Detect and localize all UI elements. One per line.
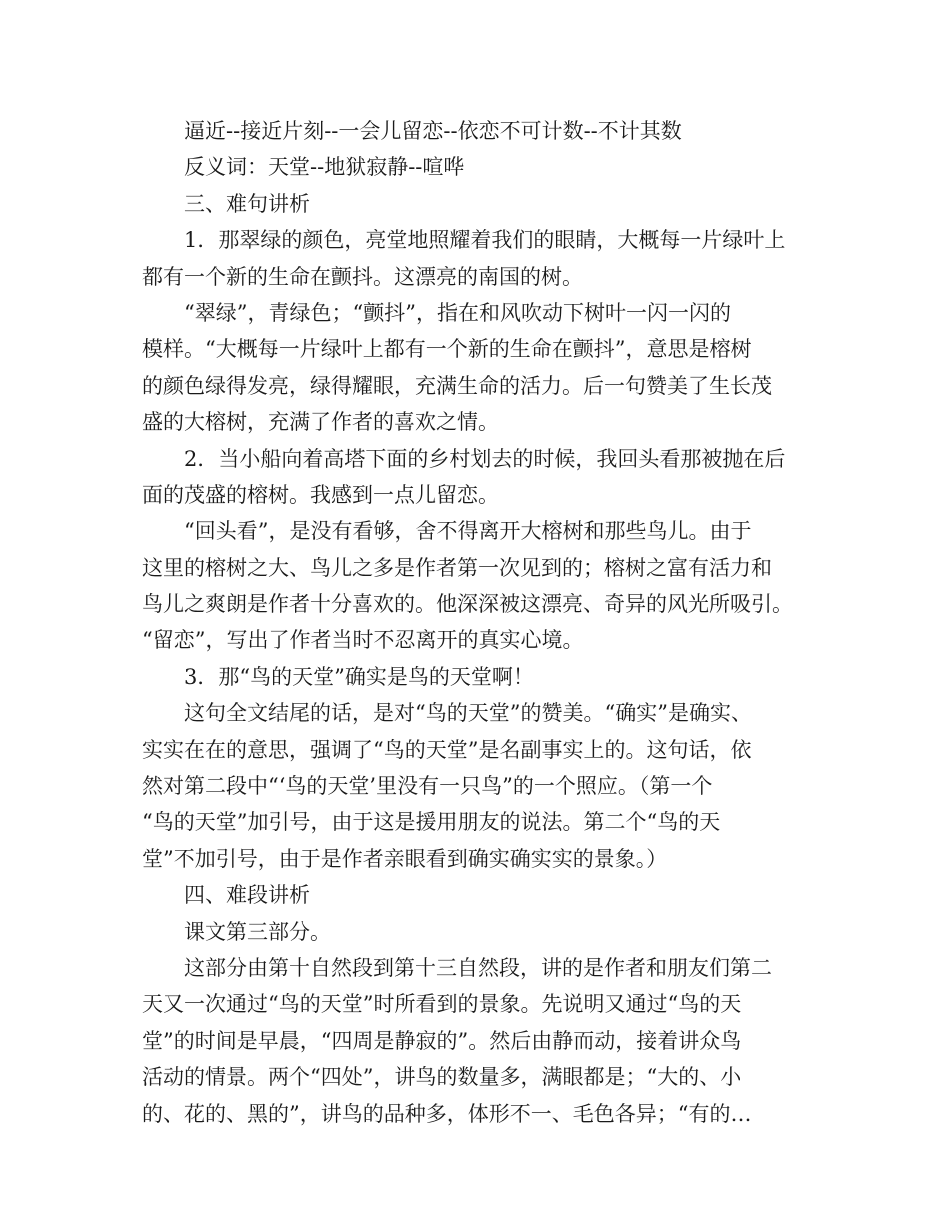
text-line: 堂”不加引号，由于是作者亲眼看到确实确实实的景象。）: [142, 846, 668, 871]
text-line: 活动的情景。两个“四处”，讲鸟的数量多，满眼都是；“大的、小: [142, 1065, 742, 1090]
text-line: “翠绿”，青绿色；“颤抖”，指在和风吹动下树叶一闪一闪的: [184, 300, 731, 325]
text-line: 鸟儿之爽朗是作者十分喜欢的。他深深被这漂亮、奇异的风光所吸引。: [142, 592, 793, 617]
text-line: 课文第三部分。: [184, 919, 331, 944]
text-line: 的颜色绿得发亮，绿得耀眼，充满生命的活力。后一句赞美了生长茂: [142, 373, 772, 398]
text-line: 模样。“大概每一片绿叶上都有一个新的生命在颤抖”，意思是榕树: [142, 337, 752, 362]
text-line: 盛的大榕树，充满了作者的喜欢之情。: [142, 410, 499, 435]
text-line: 然对第二段中“‘鸟的天堂’里没有一只鸟”的一个照应。（第一个: [142, 774, 713, 799]
text-line: “回头看”，是没有看够，舍不得离开大榕树和那些鸟儿。由于: [184, 519, 752, 544]
text-line: 反义词：天堂--地狱寂静--喧哗: [184, 155, 465, 180]
text-line: 这里的榕树之大、鸟儿之多是作者第一次见到的；榕树之富有活力和: [142, 555, 772, 580]
text-line: 1．那翠绿的颜色，亮堂地照耀着我们的眼睛，大概每一片绿叶上: [184, 228, 786, 253]
text-line: 四、难段讲析: [184, 883, 310, 908]
text-line: 这句全文结尾的话，是对“鸟的天堂”的赞美。“确实”是确实、: [184, 701, 752, 726]
text-line: 这部分由第十自然段到第十三自然段，讲的是作者和朋友们第二: [184, 955, 772, 980]
text-line: 三、难句讲析: [184, 191, 310, 216]
text-line: 面的茂盛的榕树。我感到一点儿留恋。: [142, 482, 499, 507]
text-line: 堂”的时间是早晨，“四周是静寂的”。然后由静而动，接着讲众鸟: [142, 1028, 742, 1053]
text-line: “留恋”，写出了作者当时不忍离开的真实心境。: [142, 628, 584, 653]
text-line: 都有一个新的生命在颤抖。这漂亮的南国的树。: [142, 264, 583, 289]
text-line: 天又一次通过“鸟的天堂”时所看到的景象。先说明又通过“鸟的天: [142, 992, 742, 1017]
text-line: “鸟的天堂”加引号，由于这是援用朋友的说法。第二个“鸟的天: [142, 810, 721, 835]
text-line: 逼近--接近片刻--一会儿留恋--依恋不可计数--不计其数: [184, 119, 682, 143]
text-line: 3．那“鸟的天堂”确实是鸟的天堂啊！: [184, 664, 534, 689]
text-line: 的、花的、黑的”，讲鸟的品种多，体形不一、毛色各异；“有的…: [142, 1101, 752, 1126]
text-line: 实实在在的意思，强调了“鸟的天堂”是名副事实上的。这句话，依: [142, 737, 752, 762]
document-body: [142, 113, 824, 1132]
text-line: 2．当小船向着高塔下面的乡村划去的时候，我回头看那被抛在后: [184, 446, 786, 471]
